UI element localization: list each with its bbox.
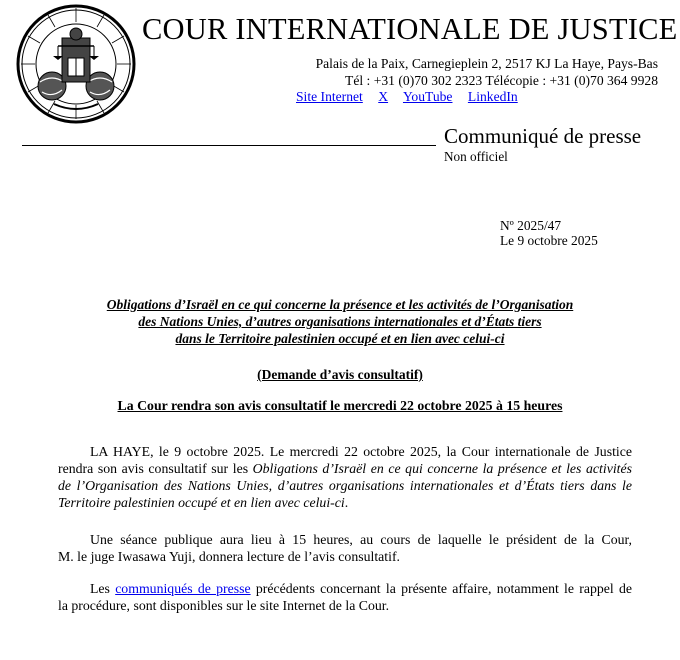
court-contact: Tél : +31 (0)70 302 2323 Télécopie : +31 (0)70 364 9928 <box>345 73 658 88</box>
text-run: Les <box>90 581 116 596</box>
paragraph-previous-releases <box>58 580 632 614</box>
text-run: rendra son avis consultatif sur les <box>58 461 253 476</box>
header-divider <box>22 145 436 146</box>
link-youtube[interactable]: YouTube <box>402 89 453 104</box>
press-headline: La Cour rendra son avis consultatif le mercredi 22 octobre 2025 à 15 heures <box>117 398 563 413</box>
link-x[interactable]: X <box>378 89 389 104</box>
press-release-number: Nº 2025/47 <box>500 218 562 233</box>
paragraph-line: la procédure, sont disponibles sur le site Internet de la Cour. <box>58 598 390 613</box>
link-linkedin[interactable]: LinkedIn <box>467 89 518 104</box>
court-name-heading: COUR INTERNATIONALE DE JUSTICE <box>142 12 678 46</box>
link-website[interactable]: Site Internet <box>296 89 363 104</box>
press-release-title: Communiqué de presse <box>444 124 642 148</box>
procedure-type: (Demande d’avis consultatif) <box>257 367 423 382</box>
paragraph-line: LA HAYE, le 9 octobre 2025. Le mercredi 22 octobre 2025, la Cour internationale de Justice <box>90 444 632 459</box>
paragraph-hearing <box>58 531 632 565</box>
case-title-line: Obligations d’Israël en ce qui concerne la présence et les activités de l’Organisation <box>106 297 574 312</box>
paragraph-line <box>58 580 632 597</box>
paragraph-line <box>58 460 632 477</box>
case-title-line: des Nations Unies, d’autres organisations internationales et d’États tiers <box>138 314 542 329</box>
text-run: précédents concernant la présente affaire, notamment le rappel de <box>250 581 633 596</box>
link-press-releases[interactable]: communiqués de presse <box>115 581 251 596</box>
text-run-italic: Territoire palestinien occupé et en lien avec celui-ci <box>58 495 345 510</box>
case-title-line: dans le Territoire palestinien occupé et en lien avec celui-ci <box>175 331 505 346</box>
paragraph-announcement <box>58 443 632 511</box>
paragraph-line <box>58 477 632 494</box>
paragraph-line: Une séance publique aura lieu à 15 heures, au cours de laquelle le président de la Cour, <box>90 532 632 547</box>
text-run-italic: de l’Organisation des Nations Unies, d’autres organisations internationales et d’États tiers dans le <box>58 478 632 493</box>
paragraph-line: M. le juge Iwasawa Yuji, donnera lecture de l’avis consultatif. <box>58 549 400 564</box>
press-release-subtitle: Non officiel <box>444 149 508 164</box>
text-run-italic: Obligations d’Israël en ce qui concerne la présence et les activités <box>252 461 633 476</box>
paragraph-line <box>58 494 632 511</box>
case-title <box>70 296 610 347</box>
court-address: Palais de la Paix, Carnegieplein 2, 2517 KJ La Haye, Pays-Bas <box>315 56 658 71</box>
court-seal-logo <box>14 2 138 126</box>
text-run: . <box>344 495 349 510</box>
press-release-date: Le 9 octobre 2025 <box>500 233 598 248</box>
social-links <box>296 89 530 105</box>
